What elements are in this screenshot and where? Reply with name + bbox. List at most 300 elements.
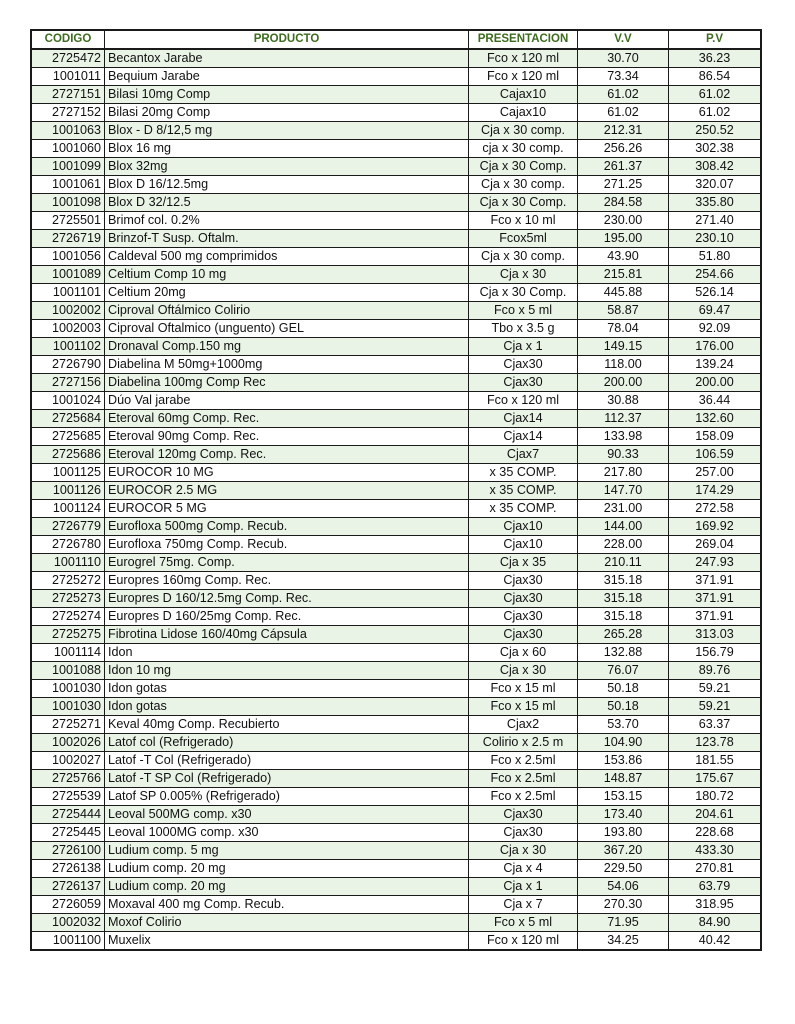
cell-presentacion: Cja x 30 comp. — [469, 248, 578, 266]
cell-producto: Ludium comp. 20 mg — [105, 878, 469, 896]
cell-valor-venta: 71.95 — [578, 914, 669, 932]
table-row — [31, 536, 761, 554]
cell-precio-venta: 302.38 — [669, 140, 762, 158]
cell-codigo: 2725274 — [31, 608, 105, 626]
cell-presentacion: Fco x 15 ml — [469, 680, 578, 698]
cell-presentacion: Cja x 30 Comp. — [469, 284, 578, 302]
table-header — [31, 30, 761, 49]
cell-valor-venta: 112.37 — [578, 410, 669, 428]
cell-precio-venta: 272.58 — [669, 500, 762, 518]
cell-producto: Keval 40mg Comp. Recubierto — [105, 716, 469, 734]
cell-producto: Brimof col. 0.2% — [105, 212, 469, 230]
table-row — [31, 878, 761, 896]
cell-presentacion: Cja x 30 — [469, 266, 578, 284]
cell-valor-venta: 231.00 — [578, 500, 669, 518]
cell-producto: Blox 16 mg — [105, 140, 469, 158]
cell-codigo: 1001063 — [31, 122, 105, 140]
cell-producto: Latof SP 0.005% (Refrigerado) — [105, 788, 469, 806]
cell-presentacion: Fco x 10 ml — [469, 212, 578, 230]
cell-valor-venta: 153.86 — [578, 752, 669, 770]
cell-valor-venta: 153.15 — [578, 788, 669, 806]
cell-precio-venta: 254.66 — [669, 266, 762, 284]
table-row — [31, 572, 761, 590]
table-row — [31, 320, 761, 338]
table-row — [31, 410, 761, 428]
cell-presentacion: Cajax10 — [469, 86, 578, 104]
cell-presentacion: x 35 COMP. — [469, 500, 578, 518]
table-row — [31, 806, 761, 824]
cell-valor-venta: 53.70 — [578, 716, 669, 734]
cell-valor-venta: 78.04 — [578, 320, 669, 338]
cell-codigo: 2725271 — [31, 716, 105, 734]
cell-precio-venta: 51.80 — [669, 248, 762, 266]
cell-precio-venta: 69.47 — [669, 302, 762, 320]
cell-producto: Latof -T SP Col (Refrigerado) — [105, 770, 469, 788]
table-row — [31, 734, 761, 752]
table-body — [31, 49, 761, 950]
cell-codigo: 2725766 — [31, 770, 105, 788]
cell-codigo: 1001100 — [31, 932, 105, 951]
cell-presentacion: Cja x 4 — [469, 860, 578, 878]
cell-producto: Europres D 160/12.5mg Comp. Rec. — [105, 590, 469, 608]
header-codigo: CODIGO — [31, 30, 105, 49]
cell-codigo: 2726780 — [31, 536, 105, 554]
cell-codigo: 1001024 — [31, 392, 105, 410]
cell-codigo: 1001011 — [31, 68, 105, 86]
cell-precio-venta: 176.00 — [669, 338, 762, 356]
cell-presentacion: Fco x 2.5ml — [469, 752, 578, 770]
cell-valor-venta: 367.20 — [578, 842, 669, 860]
cell-precio-venta: 156.79 — [669, 644, 762, 662]
table-row — [31, 770, 761, 788]
cell-presentacion: Cjax7 — [469, 446, 578, 464]
table-row — [31, 788, 761, 806]
cell-valor-venta: 90.33 — [578, 446, 669, 464]
cell-codigo: 1001056 — [31, 248, 105, 266]
table-row — [31, 158, 761, 176]
cell-producto: Idon gotas — [105, 680, 469, 698]
cell-producto: Bilasi 20mg Comp — [105, 104, 469, 122]
cell-producto: Fibrotina Lidose 160/40mg Cápsula — [105, 626, 469, 644]
cell-presentacion: Fco x 5 ml — [469, 914, 578, 932]
cell-precio-venta: 181.55 — [669, 752, 762, 770]
cell-codigo: 2725686 — [31, 446, 105, 464]
table-row — [31, 49, 761, 68]
cell-presentacion: Cja x 1 — [469, 878, 578, 896]
cell-valor-venta: 173.40 — [578, 806, 669, 824]
cell-producto: Dronaval Comp.150 mg — [105, 338, 469, 356]
cell-producto: Diabelina 100mg Comp Rec — [105, 374, 469, 392]
cell-precio-venta: 269.04 — [669, 536, 762, 554]
cell-codigo: 1002026 — [31, 734, 105, 752]
cell-codigo: 2727151 — [31, 86, 105, 104]
cell-presentacion: Fco x 120 ml — [469, 49, 578, 68]
cell-precio-venta: 61.02 — [669, 86, 762, 104]
cell-precio-venta: 175.67 — [669, 770, 762, 788]
table-row — [31, 626, 761, 644]
cell-valor-venta: 212.31 — [578, 122, 669, 140]
table-row — [31, 248, 761, 266]
cell-producto: Europres 160mg Comp. Rec. — [105, 572, 469, 590]
cell-codigo: 2725272 — [31, 572, 105, 590]
cell-valor-venta: 265.28 — [578, 626, 669, 644]
table-row — [31, 662, 761, 680]
cell-valor-venta: 30.70 — [578, 49, 669, 68]
table-row — [31, 554, 761, 572]
cell-codigo: 2725273 — [31, 590, 105, 608]
table-row — [31, 698, 761, 716]
cell-valor-venta: 58.87 — [578, 302, 669, 320]
cell-valor-venta: 271.25 — [578, 176, 669, 194]
cell-presentacion: x 35 COMP. — [469, 482, 578, 500]
cell-valor-venta: 132.88 — [578, 644, 669, 662]
cell-codigo: 2726719 — [31, 230, 105, 248]
cell-producto: Blox D 32/12.5 — [105, 194, 469, 212]
cell-presentacion: Fcox5ml — [469, 230, 578, 248]
cell-presentacion: Cjax30 — [469, 374, 578, 392]
header-producto: PRODUCTO — [105, 30, 469, 49]
cell-precio-venta: 61.02 — [669, 104, 762, 122]
cell-codigo: 2725684 — [31, 410, 105, 428]
cell-presentacion: Cja x 1 — [469, 338, 578, 356]
cell-producto: Eteroval 60mg Comp. Rec. — [105, 410, 469, 428]
cell-presentacion: Fco x 120 ml — [469, 932, 578, 951]
cell-precio-venta: 313.03 — [669, 626, 762, 644]
cell-presentacion: Cajax10 — [469, 104, 578, 122]
cell-presentacion: Cjax30 — [469, 626, 578, 644]
cell-precio-venta: 174.29 — [669, 482, 762, 500]
cell-presentacion: Cja x 35 — [469, 554, 578, 572]
cell-valor-venta: 144.00 — [578, 518, 669, 536]
cell-codigo: 2726137 — [31, 878, 105, 896]
cell-codigo: 2725472 — [31, 49, 105, 68]
cell-producto: Europres D 160/25mg Comp. Rec. — [105, 608, 469, 626]
cell-producto: Eurofloxa 750mg Comp. Recub. — [105, 536, 469, 554]
cell-valor-venta: 34.25 — [578, 932, 669, 951]
cell-producto: Caldeval 500 mg comprimidos — [105, 248, 469, 266]
cell-precio-venta: 59.21 — [669, 698, 762, 716]
table-row — [31, 392, 761, 410]
cell-producto: Moxof Colirio — [105, 914, 469, 932]
cell-codigo: 1001030 — [31, 698, 105, 716]
cell-valor-venta: 315.18 — [578, 572, 669, 590]
table-row — [31, 104, 761, 122]
header-row — [31, 30, 761, 49]
cell-producto: Dúo Val jarabe — [105, 392, 469, 410]
cell-producto: Muxelix — [105, 932, 469, 951]
cell-valor-venta: 229.50 — [578, 860, 669, 878]
cell-valor-venta: 50.18 — [578, 680, 669, 698]
table-row — [31, 644, 761, 662]
cell-precio-venta: 335.80 — [669, 194, 762, 212]
cell-valor-venta: 50.18 — [578, 698, 669, 716]
table-row — [31, 680, 761, 698]
cell-valor-venta: 30.88 — [578, 392, 669, 410]
cell-producto: Ludium comp. 20 mg — [105, 860, 469, 878]
cell-valor-venta: 230.00 — [578, 212, 669, 230]
cell-precio-venta: 320.07 — [669, 176, 762, 194]
cell-producto: EUROCOR 10 MG — [105, 464, 469, 482]
cell-valor-venta: 147.70 — [578, 482, 669, 500]
table-row — [31, 212, 761, 230]
cell-precio-venta: 180.72 — [669, 788, 762, 806]
cell-presentacion: x 35 COMP. — [469, 464, 578, 482]
cell-producto: Blox - D 8/12,5 mg — [105, 122, 469, 140]
table-row — [31, 338, 761, 356]
cell-codigo: 2726138 — [31, 860, 105, 878]
cell-presentacion: Cjax14 — [469, 428, 578, 446]
cell-codigo: 2726059 — [31, 896, 105, 914]
cell-presentacion: Cjax14 — [469, 410, 578, 428]
cell-presentacion: Fco x 2.5ml — [469, 788, 578, 806]
cell-valor-venta: 217.80 — [578, 464, 669, 482]
cell-valor-venta: 61.02 — [578, 104, 669, 122]
cell-precio-venta: 433.30 — [669, 842, 762, 860]
table-row — [31, 176, 761, 194]
cell-producto: Celtium 20mg — [105, 284, 469, 302]
cell-producto: Ludium comp. 5 mg — [105, 842, 469, 860]
cell-presentacion: Cjax10 — [469, 536, 578, 554]
cell-presentacion: Cja x 30 comp. — [469, 122, 578, 140]
price-list-table — [30, 29, 762, 951]
cell-codigo: 1002032 — [31, 914, 105, 932]
cell-presentacion: Cjax2 — [469, 716, 578, 734]
table-row — [31, 122, 761, 140]
table-row — [31, 896, 761, 914]
cell-precio-venta: 158.09 — [669, 428, 762, 446]
cell-precio-venta: 92.09 — [669, 320, 762, 338]
cell-valor-venta: 43.90 — [578, 248, 669, 266]
cell-precio-venta: 139.24 — [669, 356, 762, 374]
header-presentacion: PRESENTACION — [469, 30, 578, 49]
cell-precio-venta: 371.91 — [669, 590, 762, 608]
cell-precio-venta: 230.10 — [669, 230, 762, 248]
cell-codigo: 1001061 — [31, 176, 105, 194]
cell-valor-venta: 104.90 — [578, 734, 669, 752]
cell-presentacion: cja x 30 comp. — [469, 140, 578, 158]
cell-codigo: 1001099 — [31, 158, 105, 176]
cell-codigo: 1001030 — [31, 680, 105, 698]
table-row — [31, 752, 761, 770]
table-row — [31, 518, 761, 536]
cell-presentacion: Cjax30 — [469, 356, 578, 374]
table-row — [31, 464, 761, 482]
cell-codigo: 2726790 — [31, 356, 105, 374]
cell-codigo: 2725444 — [31, 806, 105, 824]
cell-precio-venta: 36.44 — [669, 392, 762, 410]
cell-precio-venta: 40.42 — [669, 932, 762, 951]
cell-valor-venta: 284.58 — [578, 194, 669, 212]
cell-precio-venta: 308.42 — [669, 158, 762, 176]
cell-producto: EUROCOR 5 MG — [105, 500, 469, 518]
table-row — [31, 860, 761, 878]
cell-codigo: 1001125 — [31, 464, 105, 482]
cell-producto: Blox 32mg — [105, 158, 469, 176]
cell-presentacion: Colirio x 2.5 m — [469, 734, 578, 752]
cell-presentacion: Cjax30 — [469, 590, 578, 608]
cell-codigo: 1001098 — [31, 194, 105, 212]
cell-precio-venta: 247.93 — [669, 554, 762, 572]
table-row — [31, 266, 761, 284]
cell-valor-venta: 148.87 — [578, 770, 669, 788]
cell-presentacion: Cjax30 — [469, 572, 578, 590]
cell-codigo: 2727152 — [31, 104, 105, 122]
cell-codigo: 1001124 — [31, 500, 105, 518]
cell-producto: Diabelina M 50mg+1000mg — [105, 356, 469, 374]
cell-presentacion: Cja x 30 — [469, 662, 578, 680]
cell-codigo: 2725275 — [31, 626, 105, 644]
cell-presentacion: Cja x 30 Comp. — [469, 194, 578, 212]
cell-codigo: 1001110 — [31, 554, 105, 572]
cell-precio-venta: 271.40 — [669, 212, 762, 230]
cell-valor-venta: 210.11 — [578, 554, 669, 572]
cell-presentacion: Fco x 15 ml — [469, 698, 578, 716]
table-row — [31, 194, 761, 212]
cell-precio-venta: 318.95 — [669, 896, 762, 914]
cell-precio-venta: 371.91 — [669, 572, 762, 590]
cell-valor-venta: 270.30 — [578, 896, 669, 914]
cell-producto: Brinzof-T Susp. Oftalm. — [105, 230, 469, 248]
table-row — [31, 356, 761, 374]
cell-presentacion: Cjax30 — [469, 608, 578, 626]
cell-codigo: 2725501 — [31, 212, 105, 230]
cell-valor-venta: 195.00 — [578, 230, 669, 248]
cell-valor-venta: 193.80 — [578, 824, 669, 842]
cell-producto: EUROCOR 2.5 MG — [105, 482, 469, 500]
table-row — [31, 500, 761, 518]
cell-producto: Latof col (Refrigerado) — [105, 734, 469, 752]
cell-valor-venta: 61.02 — [578, 86, 669, 104]
cell-precio-venta: 257.00 — [669, 464, 762, 482]
cell-codigo: 1002027 — [31, 752, 105, 770]
cell-precio-venta: 200.00 — [669, 374, 762, 392]
table-row — [31, 932, 761, 951]
cell-codigo: 2726100 — [31, 842, 105, 860]
table-row — [31, 914, 761, 932]
cell-valor-venta: 73.34 — [578, 68, 669, 86]
cell-valor-venta: 76.07 — [578, 662, 669, 680]
cell-precio-venta: 123.78 — [669, 734, 762, 752]
table-row — [31, 302, 761, 320]
cell-producto: Eurofloxa 500mg Comp. Recub. — [105, 518, 469, 536]
cell-presentacion: Fco x 5 ml — [469, 302, 578, 320]
cell-presentacion: Tbo x 3.5 g — [469, 320, 578, 338]
cell-valor-venta: 215.81 — [578, 266, 669, 284]
cell-presentacion: Cja x 60 — [469, 644, 578, 662]
cell-precio-venta: 526.14 — [669, 284, 762, 302]
cell-precio-venta: 371.91 — [669, 608, 762, 626]
cell-codigo: 2725445 — [31, 824, 105, 842]
cell-producto: Leoval 1000MG comp. x30 — [105, 824, 469, 842]
table-row — [31, 284, 761, 302]
header-precio-venta: P.V — [669, 30, 762, 49]
table-row — [31, 446, 761, 464]
cell-valor-venta: 315.18 — [578, 608, 669, 626]
cell-presentacion: Cjax30 — [469, 824, 578, 842]
table-row — [31, 428, 761, 446]
cell-presentacion: Cjax10 — [469, 518, 578, 536]
cell-presentacion: Fco x 120 ml — [469, 68, 578, 86]
table-row — [31, 86, 761, 104]
cell-precio-venta: 86.54 — [669, 68, 762, 86]
cell-precio-venta: 59.21 — [669, 680, 762, 698]
cell-valor-venta: 228.00 — [578, 536, 669, 554]
cell-producto: Blox D 16/12.5mg — [105, 176, 469, 194]
cell-precio-venta: 36.23 — [669, 49, 762, 68]
cell-codigo: 2725685 — [31, 428, 105, 446]
cell-precio-venta: 132.60 — [669, 410, 762, 428]
cell-producto: Leoval 500MG comp. x30 — [105, 806, 469, 824]
cell-precio-venta: 84.90 — [669, 914, 762, 932]
cell-precio-venta: 169.92 — [669, 518, 762, 536]
cell-codigo: 1001089 — [31, 266, 105, 284]
table-row — [31, 716, 761, 734]
cell-codigo: 1001060 — [31, 140, 105, 158]
cell-presentacion: Cja x 30 — [469, 842, 578, 860]
cell-precio-venta: 204.61 — [669, 806, 762, 824]
cell-producto: Eurogrel 75mg. Comp. — [105, 554, 469, 572]
cell-codigo: 1001088 — [31, 662, 105, 680]
header-valor-venta: V.V — [578, 30, 669, 49]
cell-producto: Moxaval 400 mg Comp. Recub. — [105, 896, 469, 914]
table-row — [31, 482, 761, 500]
cell-presentacion: Fco x 2.5ml — [469, 770, 578, 788]
cell-valor-venta: 54.06 — [578, 878, 669, 896]
cell-producto: Celtium Comp 10 mg — [105, 266, 469, 284]
cell-producto: Ciproval Oftalmico (unguento) GEL — [105, 320, 469, 338]
table-row — [31, 230, 761, 248]
cell-codigo: 1001126 — [31, 482, 105, 500]
cell-codigo: 1001114 — [31, 644, 105, 662]
cell-codigo: 2727156 — [31, 374, 105, 392]
cell-valor-venta: 133.98 — [578, 428, 669, 446]
cell-valor-venta: 149.15 — [578, 338, 669, 356]
cell-codigo: 1001102 — [31, 338, 105, 356]
cell-codigo: 2726779 — [31, 518, 105, 536]
cell-presentacion: Cja x 30 comp. — [469, 176, 578, 194]
cell-precio-venta: 89.76 — [669, 662, 762, 680]
cell-producto: Eteroval 90mg Comp. Rec. — [105, 428, 469, 446]
cell-precio-venta: 63.37 — [669, 716, 762, 734]
table-row — [31, 824, 761, 842]
cell-precio-venta: 106.59 — [669, 446, 762, 464]
table-row — [31, 374, 761, 392]
cell-precio-venta: 228.68 — [669, 824, 762, 842]
cell-codigo: 1001101 — [31, 284, 105, 302]
cell-producto: Idon gotas — [105, 698, 469, 716]
cell-presentacion: Cja x 30 Comp. — [469, 158, 578, 176]
cell-valor-venta: 200.00 — [578, 374, 669, 392]
cell-producto: Latof -T Col (Refrigerado) — [105, 752, 469, 770]
cell-valor-venta: 261.37 — [578, 158, 669, 176]
cell-precio-venta: 270.81 — [669, 860, 762, 878]
cell-codigo: 1002002 — [31, 302, 105, 320]
table-row — [31, 140, 761, 158]
cell-producto: Eteroval 120mg Comp. Rec. — [105, 446, 469, 464]
cell-presentacion: Cjax30 — [469, 806, 578, 824]
cell-producto: Idon — [105, 644, 469, 662]
table-row — [31, 842, 761, 860]
cell-precio-venta: 250.52 — [669, 122, 762, 140]
cell-codigo: 2725539 — [31, 788, 105, 806]
cell-producto: Idon 10 mg — [105, 662, 469, 680]
cell-producto: Bilasi 10mg Comp — [105, 86, 469, 104]
cell-codigo: 1002003 — [31, 320, 105, 338]
cell-valor-venta: 445.88 — [578, 284, 669, 302]
cell-presentacion: Fco x 120 ml — [469, 392, 578, 410]
cell-valor-venta: 315.18 — [578, 590, 669, 608]
cell-presentacion: Cja x 7 — [469, 896, 578, 914]
